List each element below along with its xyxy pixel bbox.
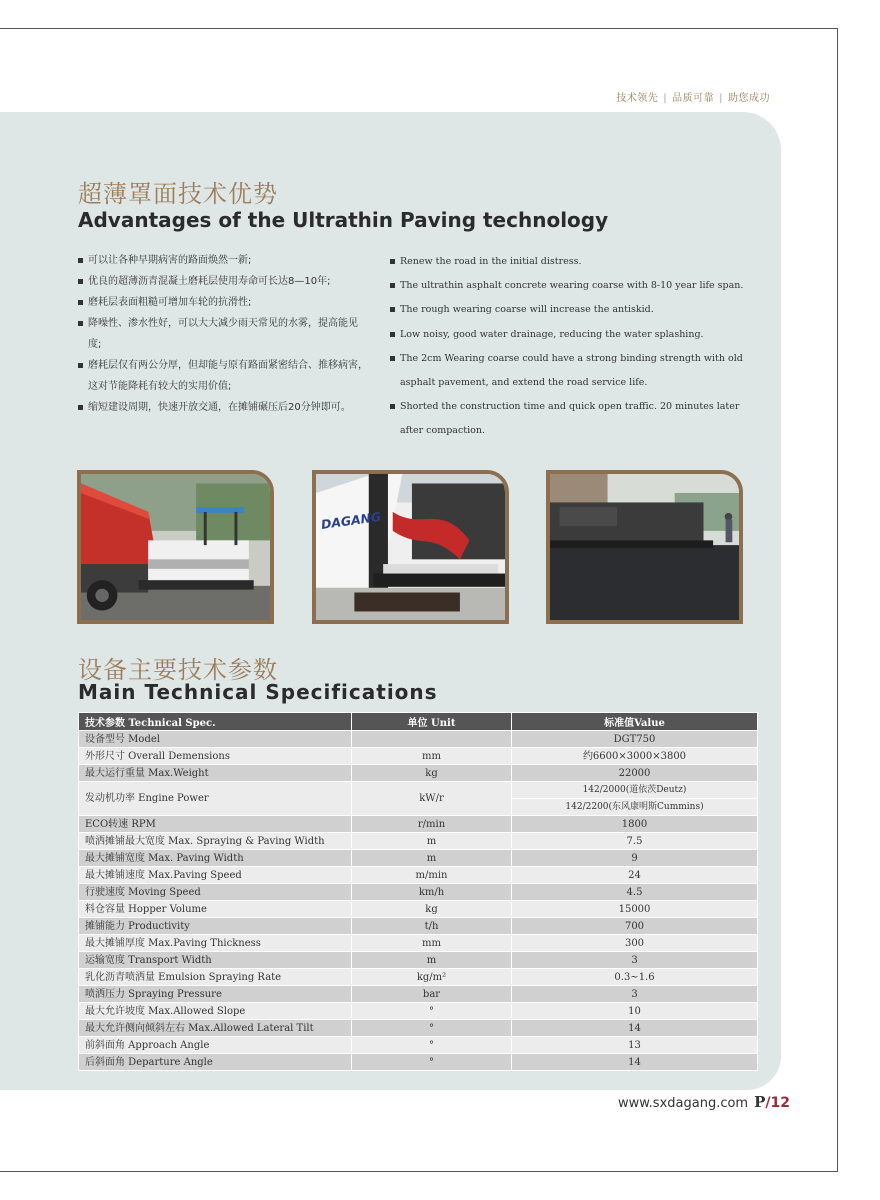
bullet-icon: [78, 279, 83, 284]
advantages-title-en: Advantages of the Ultrathin Paving technology: [78, 208, 609, 232]
table-row: 最大允许坡度 Max.Allowed Slope ° 10: [79, 1003, 758, 1020]
table-row: 喷洒压力 Spraying Pressure bar 3: [79, 986, 758, 1003]
header-tagline: 技术领先 | 品质可靠 | 助您成功: [616, 93, 770, 104]
list-item: Shorted the construction time and quick open traffic. 20 minutes later after compaction.: [390, 395, 760, 443]
table-row: 最大摊铺宽度 Max. Paving Width m 9: [79, 850, 758, 867]
website-url: www.sxdagang.com: [617, 1096, 749, 1111]
table-row: 设备型号 Model DGT750: [79, 731, 758, 748]
table-row: 最大摊铺厚度 Max.Paving Thickness mm 300: [79, 935, 758, 952]
specs-title-cn: 设备主要技术参数: [78, 656, 278, 684]
list-item: 缩短建设周期，快速开放交通，在摊铺碾压后20分钟即可。: [78, 397, 368, 418]
brand-logo-text: DAGANG: [320, 508, 383, 532]
photo-paving-road: [546, 470, 743, 624]
photo-paver-closeup: [312, 470, 509, 624]
page-footer: [618, 1093, 790, 1111]
table-row: 乳化沥青喷洒量 Emulsion Spraying Rate kg/m² 0.3~1.6: [79, 969, 758, 986]
bullet-icon: [390, 307, 395, 312]
header-spec: 技术参数 Technical Spec.: [79, 713, 352, 731]
table-row: 最大允许侧向倾斜左右 Max.Allowed Lateral Tilt ° 14: [79, 1020, 758, 1037]
bullet-icon: [78, 258, 83, 263]
bullet-icon: [390, 404, 395, 409]
table-row: 喷洒摊铺最大宽度 Max. Spraying & Paving Width m 7.5: [79, 833, 758, 850]
table-row: ECO转速 RPM r/min 1800: [79, 816, 758, 833]
list-item: 优良的超薄沥青混凝土磨耗层使用寿命可长达8—10年;: [78, 271, 368, 292]
list-item: 磨耗层仅有两公分厚，但却能与原有路面紧密结合、推移病害，这对节能降耗有较大的实用价值;: [78, 355, 368, 397]
bullet-icon: [390, 283, 395, 288]
list-item: 可以让各种早期病害的路面焕然一新;: [78, 250, 368, 271]
table-row: 最大摊铺速度 Max.Paving Speed m/min 24: [79, 867, 758, 884]
list-item: Low noisy, good water drainage, reducing the water splashing.: [390, 323, 760, 347]
bullet-icon: [390, 259, 395, 264]
list-item: The ultrathin asphalt concrete wearing coarse with 8-10 year life span.: [390, 274, 760, 298]
page-number: /12: [765, 1095, 790, 1111]
table-row: 行驶速度 Moving Speed km/h 4.5: [79, 884, 758, 901]
bullet-icon: [78, 321, 83, 326]
photo-truck-feeding-paver: [77, 470, 274, 624]
advantages-list-en: [390, 250, 760, 444]
table-row: 料仓容量 Hopper Volume kg 15000: [79, 901, 758, 918]
advantages-list-cn: [78, 250, 368, 418]
list-item: Renew the road in the initial distress.: [390, 250, 760, 274]
table-row: 发动机功率 Engine Power kW/r 142/2000(道依茨Deutz) 142/2200(东风康明斯Cummins): [79, 782, 758, 816]
bullet-icon: [390, 356, 395, 361]
list-item: 降噪性、渗水性好，可以大大减少雨天常见的水雾，提高能见度;: [78, 313, 368, 355]
bullet-icon: [78, 405, 83, 410]
list-item: 磨耗层表面粗糙可增加车轮的抗滑性;: [78, 292, 368, 313]
bullet-icon: [78, 363, 83, 368]
table-header-row: [79, 713, 758, 731]
specs-table: [78, 712, 758, 1071]
header-unit: 单位 Unit: [352, 713, 512, 731]
list-item: The rough wearing coarse will increase the antiskid.: [390, 298, 760, 322]
page-mark: P: [754, 1093, 766, 1111]
table-row: 前斜面角 Approach Angle ° 13: [79, 1037, 758, 1054]
table-row: 摊铺能力 Productivity t/h 700: [79, 918, 758, 935]
tagline-part-1: 技术领先: [616, 93, 659, 104]
table-row: 后斜面角 Departure Angle ° 14: [79, 1054, 758, 1071]
header-value: 标准值Value: [512, 713, 758, 731]
bullet-icon: [390, 332, 395, 337]
bullet-icon: [78, 300, 83, 305]
advantages-title-cn: 超薄罩面技术优势: [78, 180, 278, 208]
tagline-part-3: 助您成功: [728, 93, 770, 104]
tagline-part-2: 品质可靠: [672, 93, 715, 104]
table-row: 最大运行重量 Max.Weight kg 22000: [79, 765, 758, 782]
table-row: 运输宽度 Transport Width m 3: [79, 952, 758, 969]
specs-title-en: Main Technical Specifications: [78, 680, 438, 704]
table-row: 外形尺寸 Overall Demensions mm 约6600×3000×3800: [79, 748, 758, 765]
list-item: The 2cm Wearing coarse could have a strong binding strength with old asphalt pavement, and extend the road service life.: [390, 347, 760, 395]
